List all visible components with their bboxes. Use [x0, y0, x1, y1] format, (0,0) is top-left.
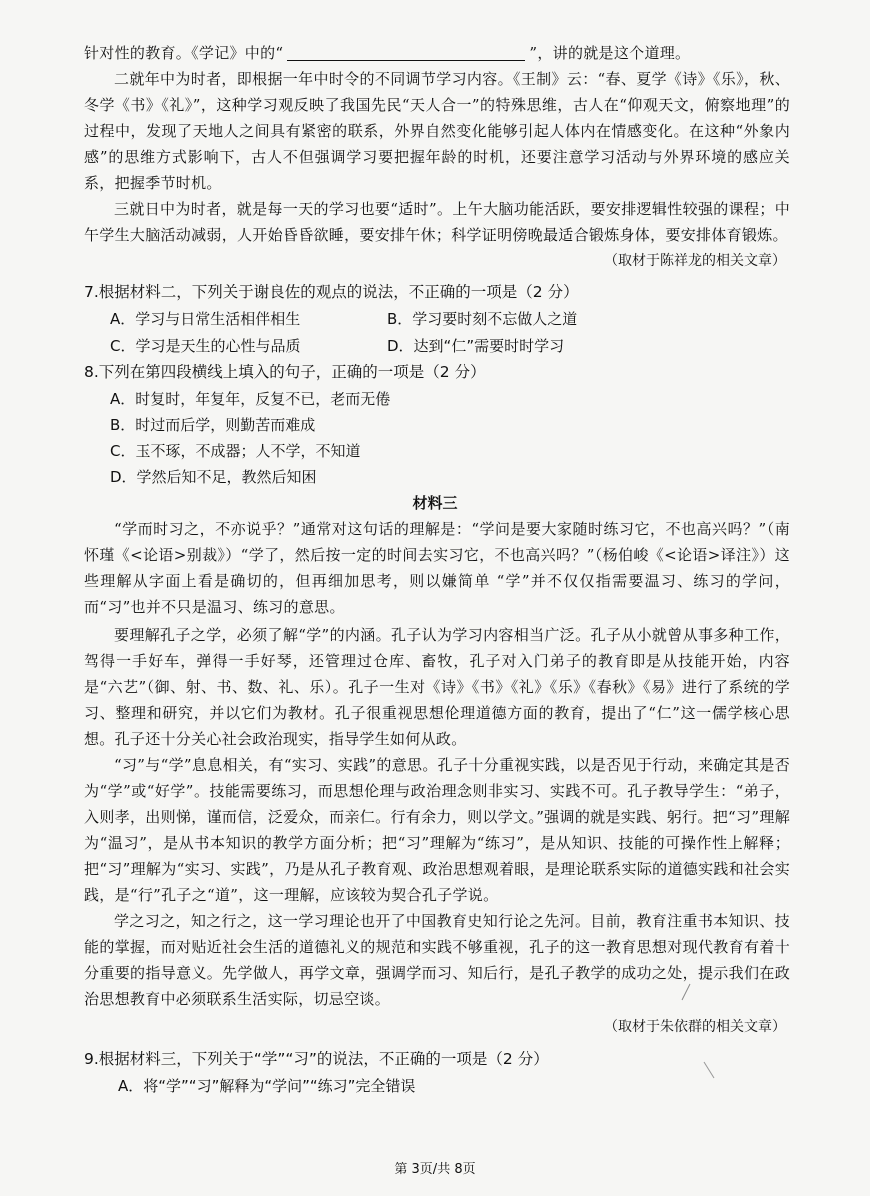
question-7-option-c: C．学习是天生的心性与品质: [110, 337, 301, 355]
material-3-paragraph-1: “学而时习之，不亦说乎？”通常对这句话的理解是：“学问是要大家随时练习它，不也高兴吗？”（南怀瑾《<论语>别裁》）“学了，然后按一定的时间去实习它，不也高兴吗？”（杨伯峻《<论语>译注》）这些理解从字面上看是确切的，但再细加思考，则以嫌简单 “学”并不仅仅指需要温习、练习的学问，而“习”也并不只是温习、练习的意思。: [84, 520, 790, 616]
continuation-text-before: 针对性的教育。《学记》中的“: [84, 44, 284, 62]
fill-in-blank: [287, 44, 525, 61]
paragraph-daily-timing: 三就日中为时者，就是每一天的学习也要“适时”。上午大脑功能活跃，要安排逻辑性较强的课程；中午学生大脑活动减弱，人开始昏昏欲睡，要安排午休；科学证明傍晚最适合锻炼身体，要安排体育锻炼。: [84, 200, 790, 244]
question-7-option-a: A．学习与日常生活相伴相生: [110, 310, 301, 328]
pencil-mark: [676, 982, 696, 1004]
material-3-title: 材料三: [412, 494, 458, 512]
material-3-paragraph-4: 学之习之，知之行之，这一学习理论也开了中国教育史知行论之先河。目前，教育注重书本知识、技能的掌握，而对贴近社会生活的道德礼义的规范和实践不够重视，孔子的这一教育思想对现代教育有着十分重要的指导意义。先学做人，再学文章，强调学而习、知后行，是孔子教学的成功之处，提示我们在政治思想教育中必须联系生活实际，切忌空谈。: [84, 912, 790, 1008]
question-7-stem: 7.根据材料二，下列关于谢良佐的观点的说法，不正确的一项是（2 分）: [84, 283, 579, 301]
continuation-line: [84, 40, 790, 66]
material-3-paragraph-3: “习”与“学”息息相关，有“实习、实践”的意思。孔子十分重视实践，以是否见于行动，来确定其是否为“学”或“好学”。技能需要练习，而思想伦理与政治理念则非实习、实践不可。孔子教导学生：“弟子，入则孝，出则悌，谨而信，泛爱众，而亲仁。行有余力，则以学文。”强调的就是实践、躬行。把“习”理解为“温习”，是从书本知识的教学方面分析；把“习”理解为“练习”，是从知识、技能的可操作性上解释；把“习”理解为“实习、实践”，乃是从孔子教育观、政治思想观着眼，是理论联系实际的道德实践和社会实践，是“行”孔子之“道”，这一理解，应该较为契合孔子学说。: [84, 756, 790, 904]
paragraph-season-timing: 二就年中为时者，即根据一年中时令的不同调节学习内容。《王制》云：“春、夏学《诗》《乐》，秋、冬学《书》《礼》”，这种学习观反映了我国先民“天人合一”的特殊思维，古人在“仰观天文，俯察地理”的过程中，发现了天地人之间具有紧密的联系，外界自然变化能够引起人体内在情感变化。在这种“外象内感”的思维方式影响下，古人不但强调学习要把握年龄的时机，还要注意学习活动与外界环境的感应关系，把握季节时机。: [84, 70, 790, 192]
question-8-stem: 8.下列在第四段横线上填入的句子，正确的一项是（2 分）: [84, 363, 486, 381]
question-8-option-b: B．时过而后学，则勤苦而难成: [110, 416, 316, 434]
question-9-stem: 9.根据材料三，下列关于“学”“习”的说法，不正确的一项是（2 分）: [84, 1050, 549, 1068]
question-7-option-b: B．学习要时刻不忘做人之道: [387, 310, 578, 328]
source-note-material3: （取材于朱依群的相关文章）: [604, 1019, 786, 1035]
continuation-text-after: ”，讲的就是这个道理。: [529, 44, 691, 62]
pencil-mark: [700, 1058, 720, 1082]
question-8-option-d: D．学然后知不足，教然后知困: [110, 468, 317, 486]
source-note-material2: （取材于陈祥龙的相关文章）: [604, 253, 786, 269]
question-8-option-c: C．玉不琢，不成器；人不学，不知道: [110, 442, 361, 460]
page-footer: 第 3页/共 8页: [394, 1162, 476, 1177]
question-8-option-a: A．时复时，年复年，反复不已，老而无倦: [110, 390, 391, 408]
question-9-option-a: A．将“学”“习”解释为“学问”“练习”完全错误: [118, 1077, 416, 1095]
material-3-paragraph-2: 要理解孔子之学，必须了解“学”的内涵。孔子认为学习内容相当广泛。孔子从小就曾从事多种工作，驾得一手好车，弹得一手好琴，还管理过仓库、畜牧，孔子对入门弟子的教育即是从技能开始，内容是“六艺”（御、射、书、数、礼、乐）。孔子一生对《诗》《书》《礼》《乐》《春秋》《易》进行了系统的学习、整理和研究，并以它们为教材。孔子很重视思想伦理道德方面的教育，提出了“仁”这一儒学核心思想。孔子还十分关心社会政治现实，指导学生如何从政。: [84, 626, 790, 748]
question-7-option-d: D．达到“仁”需要时时学习: [387, 337, 565, 355]
